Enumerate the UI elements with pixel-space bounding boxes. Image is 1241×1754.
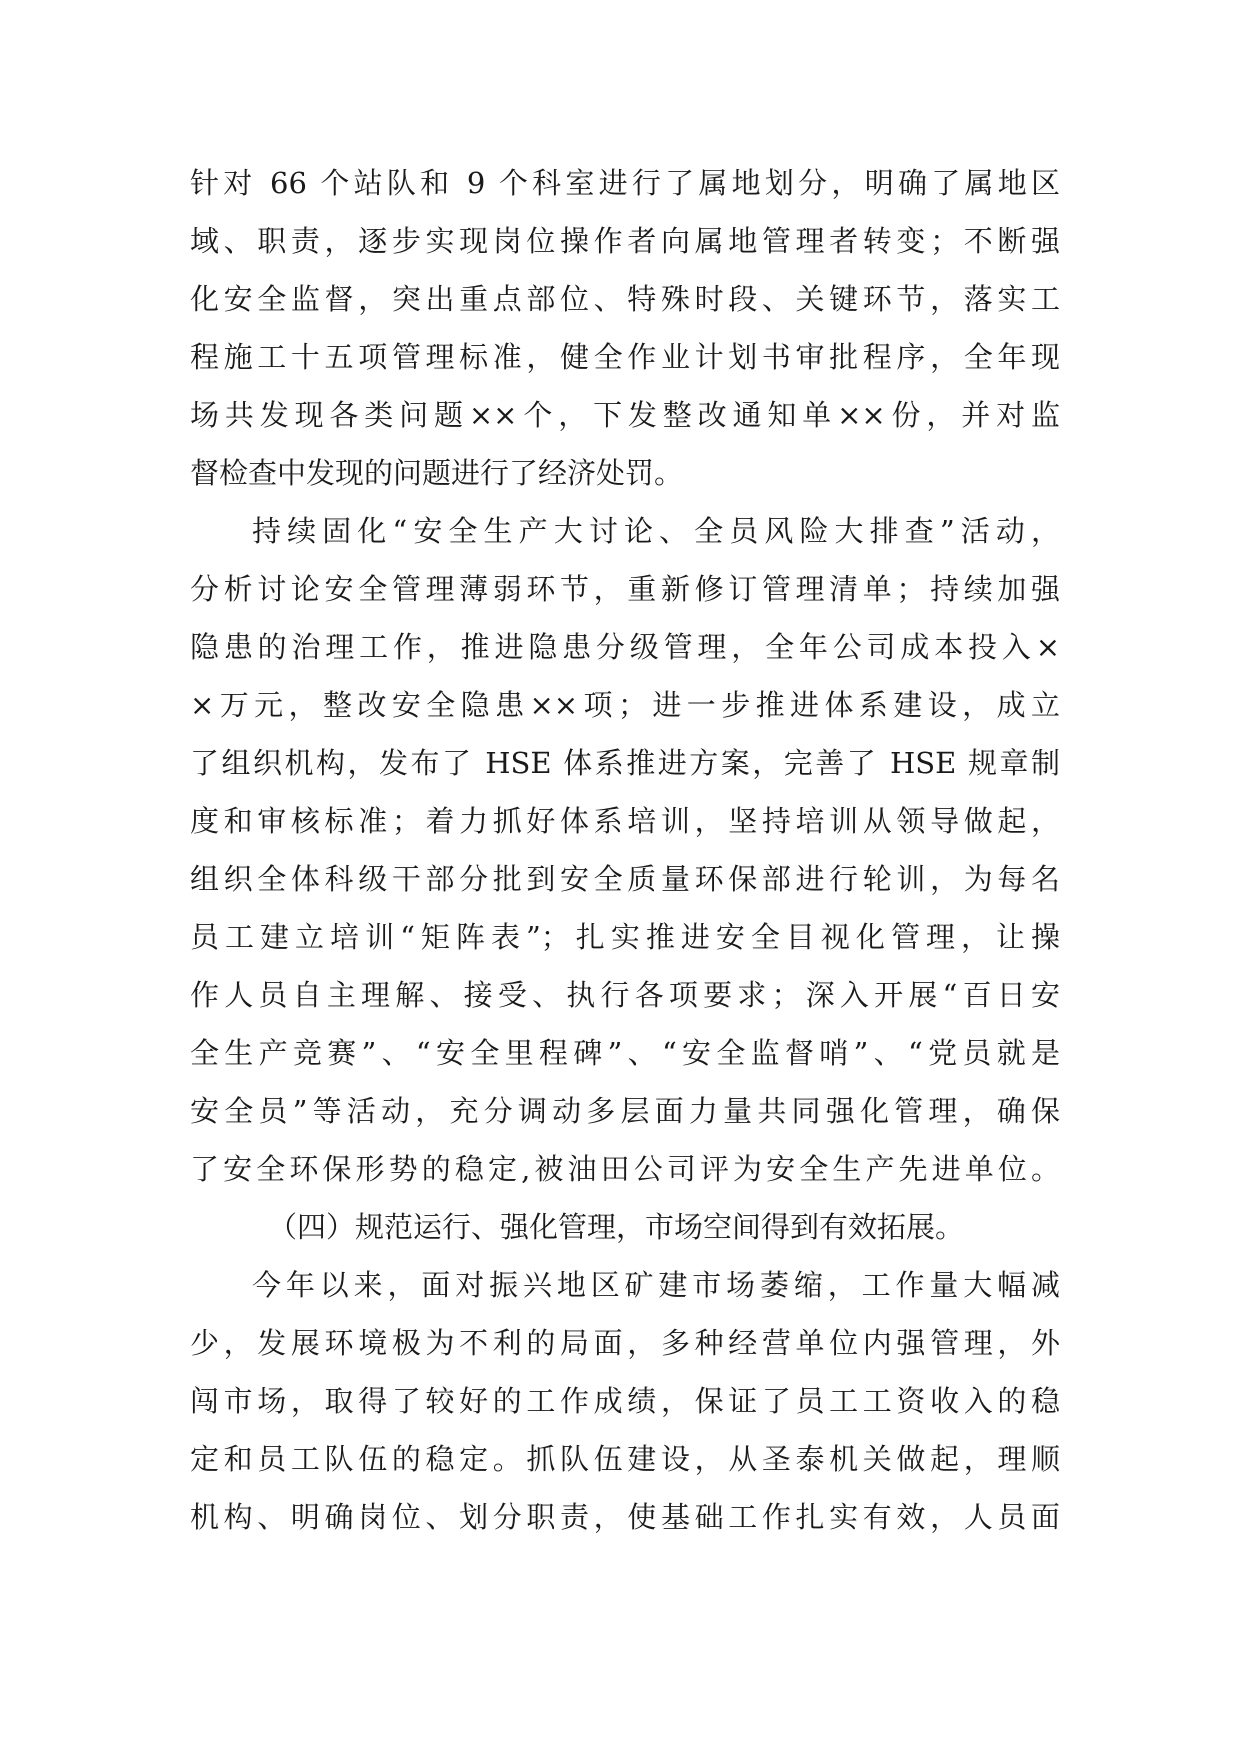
text-line: 了组织机构，发布了 HSE 体系推进方案，完善了 HSE 规章制	[190, 746, 1060, 780]
text-line: 化安全监督，突出重点部位、特殊时段、关键环节，落实工	[190, 282, 1060, 316]
text-line: 少，发展环境极为不利的局面，多种经营单位内强管理，外	[190, 1326, 1060, 1360]
text-line: 全生产竞赛”、“安全里程碑”、“安全监督哨”、“党员就是	[190, 1036, 1060, 1070]
text-line: 员工建立培训“矩阵表”；扎实推进安全目视化管理，让操	[190, 920, 1060, 954]
text-line: 度和审核标准；着力抓好体系培训，坚持培训从领导做起，	[190, 804, 1060, 838]
body-text	[190, 154, 1060, 1546]
text-line: 作人员自主理解、接受、执行各项要求；深入开展“百日安	[190, 978, 1060, 1012]
text-line: 隐患的治理工作，推进隐患分级管理，全年公司成本投入×	[190, 630, 1060, 664]
text-line: 机构、明确岗位、划分职责，使基础工作扎实有效，人员面	[190, 1500, 1060, 1534]
text-line: 针对 66 个站队和 9 个科室进行了属地划分，明确了属地区	[190, 166, 1060, 200]
section-heading: （四）规范运行、强化管理，市场空间得到有效拓展。	[268, 1210, 965, 1244]
text-line: 域、职责，逐步实现岗位操作者向属地管理者转变；不断强	[190, 224, 1060, 258]
text-line: 了安全环保形势的稳定,被油田公司评为安全生产先进单位。	[190, 1152, 1060, 1186]
text-line: 督检查中发现的问题进行了经济处罚。	[190, 456, 684, 490]
text-line: 今年以来，面对振兴地区矿建市场萎缩，工作量大幅减	[252, 1268, 1060, 1302]
text-line: 分析讨论安全管理薄弱环节，重新修订管理清单；持续加强	[190, 572, 1060, 606]
text-line: 组织全体科级干部分批到安全质量环保部进行轮训，为每名	[190, 862, 1060, 896]
text-line: ×万元，整改安全隐患××项；进一步推进体系建设，成立	[190, 688, 1060, 722]
text-line: 持续固化“安全生产大讨论、全员风险大排查”活动，	[252, 514, 1060, 548]
text-line: 闯市场，取得了较好的工作成绩，保证了员工工资收入的稳	[190, 1384, 1060, 1418]
text-line: 程施工十五项管理标准，健全作业计划书审批程序，全年现	[190, 340, 1060, 374]
text-line: 安全员”等活动，充分调动多层面力量共同强化管理，确保	[190, 1094, 1060, 1128]
text-line: 场共发现各类问题××个，下发整改通知单××份，并对监	[190, 398, 1060, 432]
text-line: 定和员工队伍的稳定。抓队伍建设，从圣泰机关做起，理顺	[190, 1442, 1060, 1476]
